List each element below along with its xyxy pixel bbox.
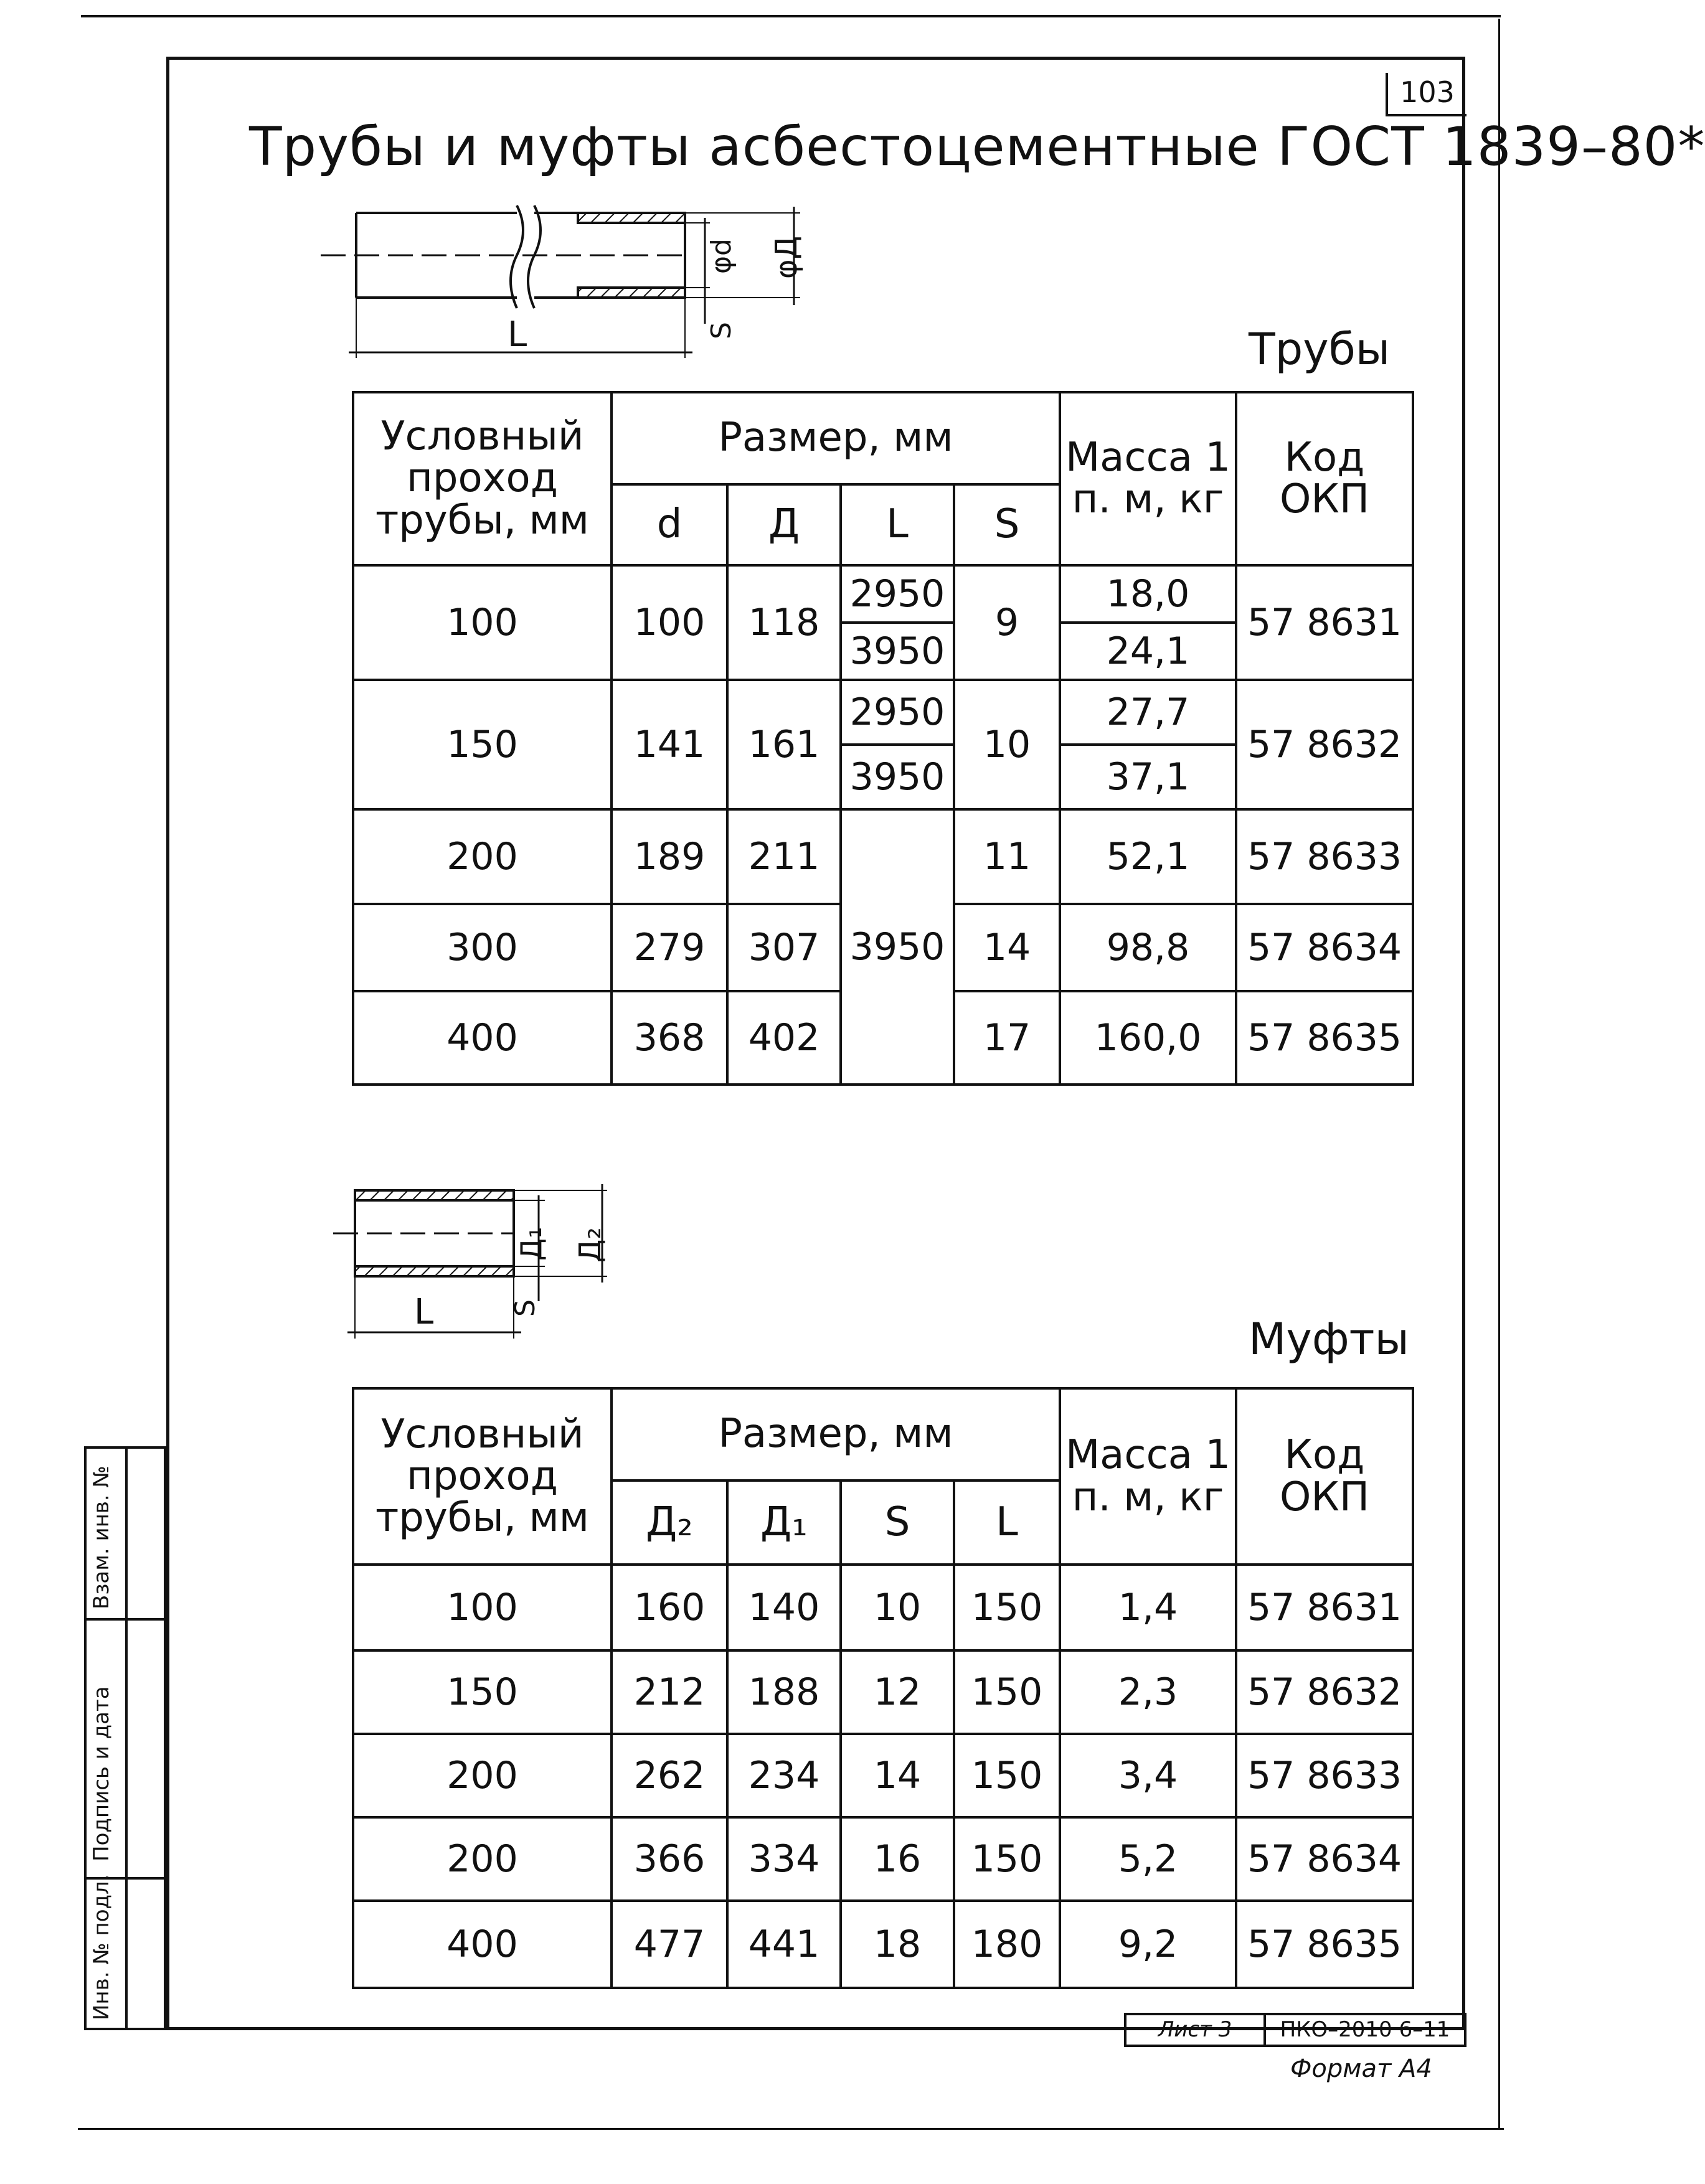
header-mass: Масса 1 п. м, кг: [1060, 1388, 1236, 1565]
header-mass: Масса 1 п. м, кг: [1060, 392, 1236, 565]
table-cell: 160: [612, 1565, 727, 1650]
table-cell: 57 8635: [1236, 1901, 1413, 1988]
page-number: 103: [1386, 73, 1466, 116]
table-cell: 150: [954, 1817, 1060, 1901]
coupling-inner-diameter-label: Д₁: [514, 1226, 548, 1261]
table-cell: 212: [612, 1650, 727, 1734]
format-label: Формат А4: [1290, 2055, 1432, 2083]
table-cell: 200: [353, 1734, 612, 1817]
table-cell: 180: [954, 1901, 1060, 1988]
header-nominal: Условный проход трубы, мм: [353, 392, 612, 565]
table-cell: 18,0: [1060, 565, 1236, 623]
table-cell: 141: [612, 680, 727, 809]
table-cell: 52,1: [1060, 809, 1236, 904]
couplings-section-title: Муфты: [1249, 1314, 1409, 1365]
document-code-box: ПКО–2010 6–11: [1263, 2013, 1466, 2047]
table-cell: 189: [612, 809, 727, 904]
table-cell: 9: [954, 565, 1060, 680]
coupling-outer-diameter-label: Д₂: [573, 1227, 608, 1263]
header-size-group: Размер, мм: [612, 392, 1060, 484]
pipe-wall-label: S: [706, 322, 737, 339]
table-cell: 9,2: [1060, 1901, 1236, 1988]
table-cell: 262: [612, 1734, 727, 1817]
table-cell: 400: [353, 1901, 612, 1988]
header-nominal: Условный проход трубы, мм: [353, 1388, 612, 1565]
coupling-wall-label: S: [509, 1299, 541, 1317]
pipe-inner-diameter-label: φd: [706, 238, 737, 274]
table-cell: 18: [841, 1901, 954, 1988]
table-cell: 150: [954, 1565, 1060, 1650]
header-S: S: [954, 484, 1060, 565]
table-cell: 402: [727, 991, 841, 1085]
table-cell: 57 8635: [1236, 991, 1413, 1085]
table-cell: 57 8631: [1236, 1565, 1413, 1650]
table-cell: 3950: [841, 745, 954, 809]
table-cell: 57 8633: [1236, 809, 1413, 904]
table-cell: 2,3: [1060, 1650, 1236, 1734]
table-cell: 57 8632: [1236, 1650, 1413, 1734]
table-cell: 200: [353, 809, 612, 904]
sidebar-label-replacement: Взам. инв. №: [89, 1466, 114, 1609]
table-cell: 1,4: [1060, 1565, 1236, 1650]
coupling-drawing: [330, 1183, 616, 1345]
table-cell: 10: [841, 1565, 954, 1650]
table-cell: 368: [612, 991, 727, 1085]
table-cell: 3950: [841, 623, 954, 680]
pipe-length-label: L: [508, 314, 527, 355]
pipe-drawing: [311, 205, 810, 367]
table-cell: 57 8631: [1236, 565, 1413, 680]
table-cell: 334: [727, 1817, 841, 1901]
table-cell: 11: [954, 809, 1060, 904]
table-cell: 150: [353, 1650, 612, 1734]
table-cell: 10: [954, 680, 1060, 809]
coupling-length-label: L: [414, 1292, 434, 1332]
header-L: L: [841, 484, 954, 565]
sheet-number-box: Лист 3: [1124, 2013, 1266, 2047]
table-cell: 307: [727, 904, 841, 991]
table-cell: 200: [353, 1817, 612, 1901]
table-cell: 400: [353, 991, 612, 1085]
table-cell: 161: [727, 680, 841, 809]
table-cell: 100: [353, 1565, 612, 1650]
table-cell: 366: [612, 1817, 727, 1901]
table-cell: 100: [612, 565, 727, 680]
header-d: d: [612, 484, 727, 565]
top-rule: [81, 15, 1501, 17]
sidebar-label-signature: Подпись и дата: [89, 1686, 114, 1862]
table-cell: 150: [954, 1734, 1060, 1817]
table-cell: 2950: [841, 680, 954, 745]
table-cell: 14: [954, 904, 1060, 991]
table-cell: 3,4: [1060, 1734, 1236, 1817]
table-cell: 57 8634: [1236, 904, 1413, 991]
header-D2: Д₂: [612, 1480, 727, 1565]
header-size-group: Размер, мм: [612, 1388, 1060, 1480]
pipes-section-title: Трубы: [1249, 324, 1391, 375]
table-cell: 279: [612, 904, 727, 991]
couplings-table: [352, 1387, 1414, 1989]
pipes-table: [352, 391, 1414, 1086]
table-cell: 57 8632: [1236, 680, 1413, 809]
header-code: Код ОКП: [1236, 1388, 1413, 1565]
table-cell: 3950: [841, 809, 954, 1085]
bottom-rule: [78, 2128, 1504, 2130]
table-cell: 27,7: [1060, 680, 1236, 745]
table-cell: 150: [954, 1650, 1060, 1734]
table-cell: 300: [353, 904, 612, 991]
sidebar-label-original: Инв. № подл.: [89, 1874, 114, 2020]
table-cell: 14: [841, 1734, 954, 1817]
table-cell: 16: [841, 1817, 954, 1901]
table-cell: 441: [727, 1901, 841, 1988]
page-title: Трубы и муфты асбестоцементные ГОСТ 1839–80*: [249, 116, 1705, 178]
table-cell: 477: [612, 1901, 727, 1988]
table-cell: 57 8634: [1236, 1817, 1413, 1901]
table-cell: 24,1: [1060, 623, 1236, 680]
table-cell: 57 8633: [1236, 1734, 1413, 1817]
table-cell: 5,2: [1060, 1817, 1236, 1901]
table-cell: 188: [727, 1650, 841, 1734]
table-cell: 150: [353, 680, 612, 809]
right-edge-rule: [1498, 19, 1500, 2129]
header-D1: Д₁: [727, 1480, 841, 1565]
table-cell: 2950: [841, 565, 954, 623]
table-cell: 100: [353, 565, 612, 680]
table-cell: 160,0: [1060, 991, 1236, 1085]
table-cell: 118: [727, 565, 841, 680]
header-L: L: [954, 1480, 1060, 1565]
pipe-outer-diameter-label: φД: [769, 235, 804, 279]
table-cell: 37,1: [1060, 745, 1236, 809]
table-cell: 234: [727, 1734, 841, 1817]
table-cell: 140: [727, 1565, 841, 1650]
table-cell: 12: [841, 1650, 954, 1734]
table-cell: 17: [954, 991, 1060, 1085]
header-D: Д: [727, 484, 841, 565]
table-cell: 98,8: [1060, 904, 1236, 991]
table-cell: 211: [727, 809, 841, 904]
header-code: Код ОКП: [1236, 392, 1413, 565]
header-S: S: [841, 1480, 954, 1565]
